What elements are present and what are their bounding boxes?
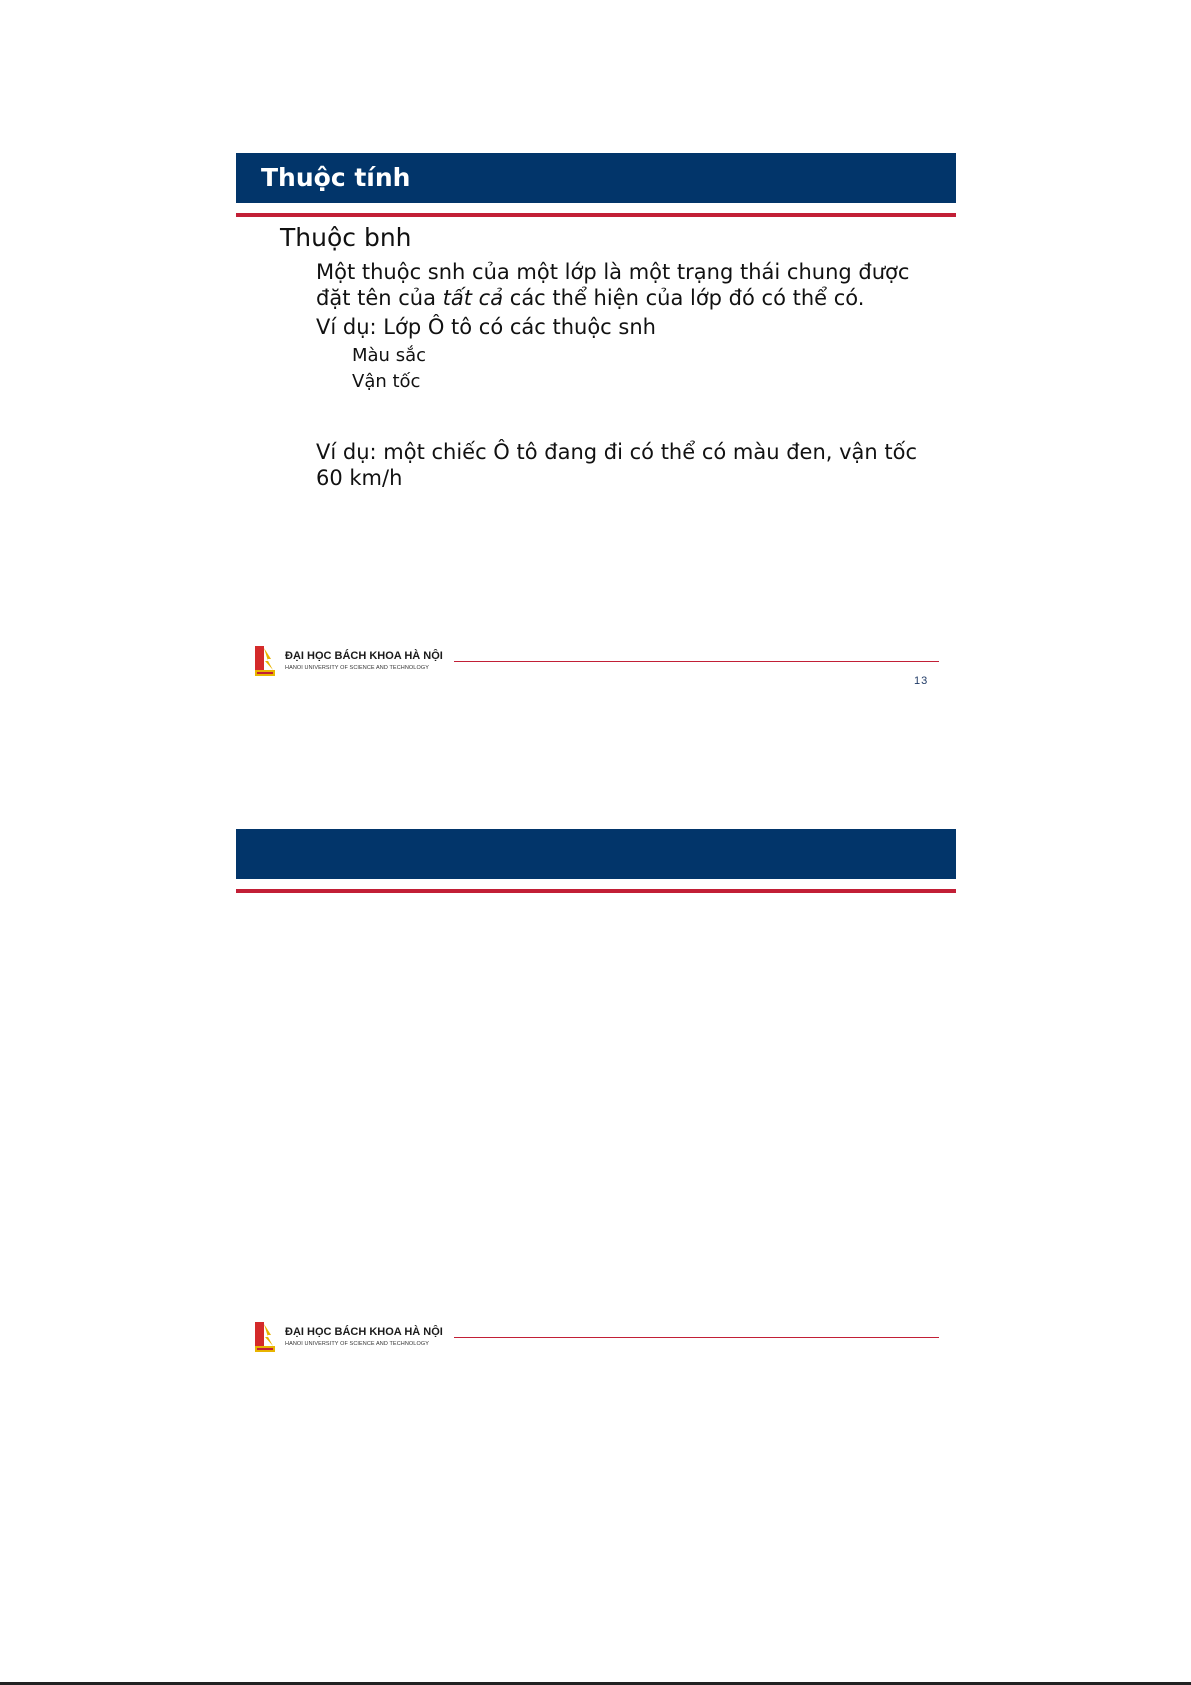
university-logo-icon	[254, 1321, 276, 1353]
footer-divider	[454, 1337, 939, 1338]
bullet-definition	[316, 259, 936, 311]
slide-14	[236, 829, 956, 1389]
title-divider	[236, 889, 956, 893]
sub-item-color: Màu sắc	[352, 345, 426, 366]
footer-divider	[454, 661, 939, 662]
definition-text-post: các thể hiện của lớp đó có thể có.	[503, 286, 865, 310]
slide-title: Thuộc tính	[261, 163, 411, 192]
page-number: 13	[914, 675, 929, 687]
university-name: ĐẠI HỌC BÁCH KHOA HÀ NỘI	[285, 1326, 443, 1338]
university-subtitle: HANOI UNIVERSITY OF SCIENCE AND TECHNOLOGY	[285, 665, 429, 671]
title-divider	[236, 213, 956, 217]
slide-footer	[254, 1321, 954, 1371]
bullet-example-instance: Ví dụ: một chiếc Ô tô đang đi có thể có màu đen, vận tốc 60 km/h	[316, 440, 918, 490]
slide-13	[236, 153, 956, 713]
slide-footer	[254, 645, 954, 695]
bullet-example-class: Ví dụ: Lớp Ô tô có các thuộc snh	[316, 315, 656, 339]
definition-text-pre: Một thuộc snh của một lớp là một trạng thái chung được đặt tên của	[316, 260, 910, 310]
sub-item-speed: Vận tốc	[352, 371, 421, 392]
university-subtitle: HANOI UNIVERSITY OF SCIENCE AND TECHNOLOGY	[285, 1341, 429, 1347]
university-logo-icon	[254, 645, 276, 677]
university-name: ĐẠI HỌC BÁCH KHOA HÀ NỘI	[285, 650, 443, 662]
bullet-heading: Thuộc bnh	[280, 223, 412, 252]
slide-title-bar	[236, 829, 956, 879]
definition-emphasis: tất cả	[442, 286, 504, 310]
slide-title-bar	[236, 153, 956, 203]
